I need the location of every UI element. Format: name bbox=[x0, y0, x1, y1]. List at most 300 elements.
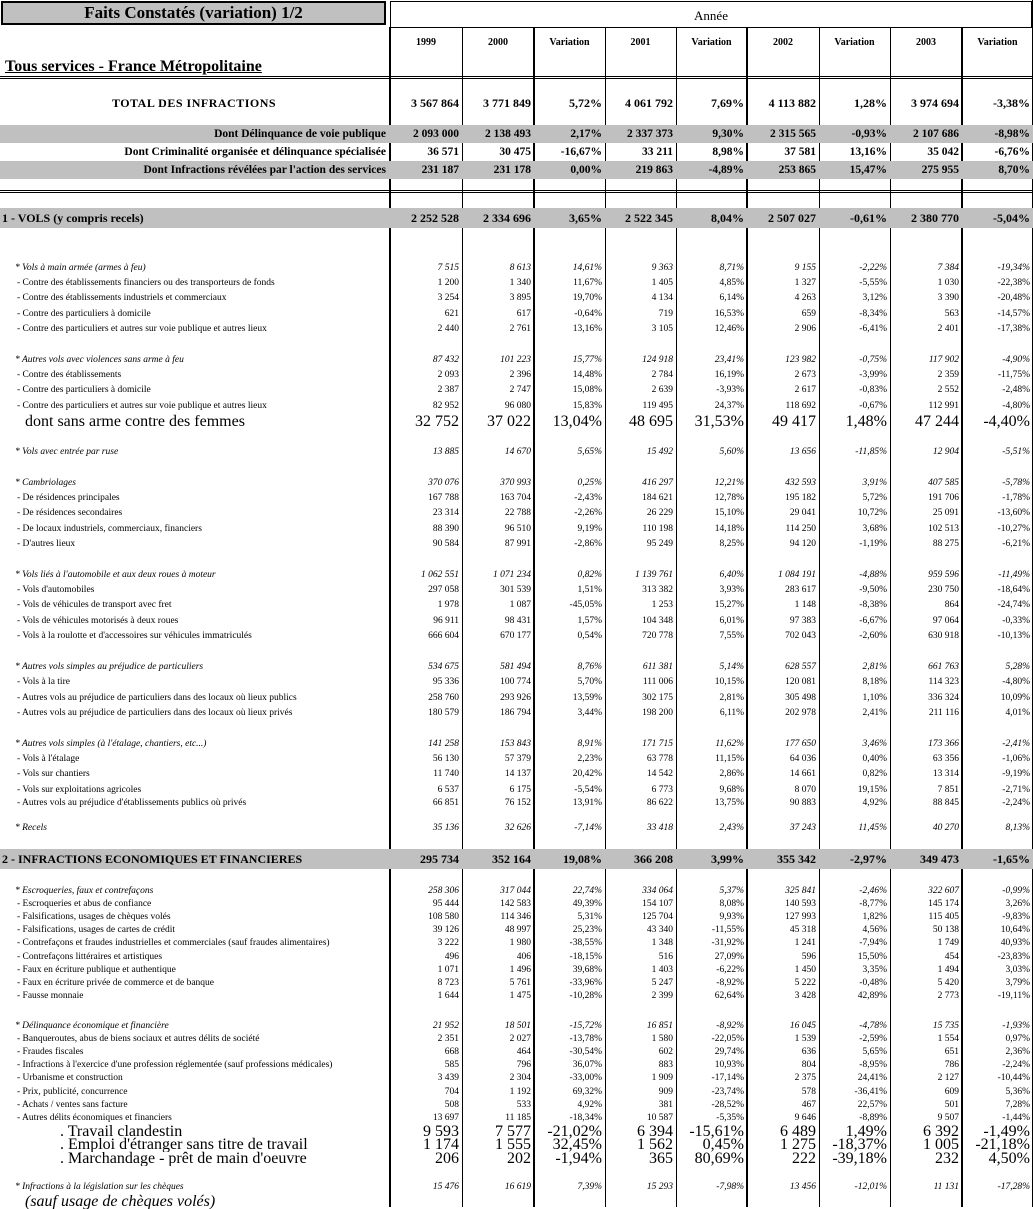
cell-1999: 13 697 bbox=[432, 1113, 459, 1123]
cell-variation: 15,50% bbox=[857, 952, 887, 962]
cell-2003: 349 473 bbox=[920, 852, 959, 866]
cell-variation: 1,28% bbox=[854, 96, 887, 110]
cell-variation: -10,28% bbox=[569, 991, 602, 1001]
cell-variation: 22,74% bbox=[572, 886, 602, 896]
cell-1999: 141 258 bbox=[428, 739, 459, 749]
cell-1999: 66 851 bbox=[432, 798, 459, 808]
cell-variation: 15,10% bbox=[714, 508, 744, 518]
cell-1999: 36 571 bbox=[427, 146, 459, 158]
cell-2002: 9 155 bbox=[794, 263, 816, 273]
cell-variation: -0,64% bbox=[574, 309, 602, 319]
cell-variation: 14,61% bbox=[572, 263, 602, 273]
cell-2000: 7 577 bbox=[495, 1123, 531, 1140]
table-row bbox=[0, 276, 1033, 291]
cell-variation: -45,05% bbox=[569, 600, 602, 610]
cell-variation: 8,13% bbox=[1005, 823, 1030, 833]
cell-variation: -33,96% bbox=[569, 978, 602, 988]
table-row bbox=[0, 307, 1033, 322]
cell-1999: 231 187 bbox=[421, 164, 459, 176]
cell-2003: 63 356 bbox=[932, 754, 959, 764]
cell-variation: -21,18% bbox=[975, 1136, 1030, 1153]
cell-1999: 585 bbox=[444, 1060, 459, 1070]
cell-variation: -11,75% bbox=[997, 370, 1030, 380]
cell-2003: 6 392 bbox=[923, 1123, 959, 1140]
cell-2001: 2 337 373 bbox=[627, 128, 673, 140]
cell-variation: -16,67% bbox=[560, 146, 602, 158]
cell-variation: -14,57% bbox=[997, 309, 1030, 319]
cell-variation: -0,67% bbox=[859, 401, 887, 411]
cell-variation: -8,89% bbox=[859, 1113, 887, 1123]
cell-variation: -1,19% bbox=[859, 539, 887, 549]
cell-variation: -17,38% bbox=[997, 324, 1030, 334]
cell-variation: -18,37% bbox=[832, 1136, 887, 1153]
cell-variation: -0,83% bbox=[859, 385, 887, 395]
cell-2001: 110 198 bbox=[642, 524, 673, 534]
cell-variation: -19,11% bbox=[997, 991, 1030, 1001]
cell-2003: 47 244 bbox=[915, 413, 959, 430]
cell-variation: 4,01% bbox=[1005, 708, 1030, 718]
cell-variation: -2,48% bbox=[1002, 385, 1030, 395]
row-label: * Vols liés à l'automobile et aux deux roues à moteur bbox=[15, 570, 216, 580]
row-divider bbox=[0, 190, 1033, 191]
cell-2001: 1 405 bbox=[651, 278, 673, 288]
row-label: * Vols à main armée (armes à feu) bbox=[15, 263, 146, 273]
cell-2002: 253 865 bbox=[778, 164, 816, 176]
cell-1999: 2 252 528 bbox=[411, 211, 459, 225]
cell-variation: -3,99% bbox=[859, 370, 887, 380]
cell-2002: 97 383 bbox=[789, 616, 816, 626]
cell-2002: 1 275 bbox=[780, 1136, 816, 1153]
cell-variation: 5,28% bbox=[1005, 662, 1030, 672]
cell-variation: 3,12% bbox=[862, 293, 887, 303]
cell-2000: 352 164 bbox=[492, 852, 531, 866]
cell-2002: 2 673 bbox=[794, 370, 816, 380]
cell-variation: -18,34% bbox=[569, 1113, 602, 1123]
table-row bbox=[0, 322, 1033, 337]
cell-2001: 219 863 bbox=[635, 164, 673, 176]
cell-variation: 6,01% bbox=[719, 616, 744, 626]
cell-variation: -23,74% bbox=[711, 1087, 744, 1097]
cell-variation: 1,10% bbox=[862, 693, 887, 703]
cell-variation: -0,61% bbox=[850, 211, 887, 225]
cell-2001: 3 105 bbox=[651, 324, 673, 334]
cell-2001: 43 340 bbox=[646, 925, 673, 935]
table-row bbox=[0, 537, 1033, 552]
cell-variation: 12,21% bbox=[714, 478, 744, 488]
cell-2001: 9 363 bbox=[651, 263, 673, 273]
cell-variation: -8,98% bbox=[994, 128, 1030, 140]
cell-2003: 5 420 bbox=[937, 978, 959, 988]
cell-2000: 796 bbox=[516, 1060, 531, 1070]
cell-variation: 19,70% bbox=[572, 293, 602, 303]
cell-2002: 659 bbox=[801, 309, 816, 319]
cell-2003: 97 064 bbox=[932, 616, 959, 626]
cell-2002: 2 617 bbox=[794, 385, 816, 395]
cell-1999: 258 760 bbox=[428, 693, 459, 703]
cell-2002: 64 036 bbox=[789, 754, 816, 764]
cell-2000: 2 396 bbox=[509, 370, 531, 380]
row-label: dont sans arme contre des femmes bbox=[25, 414, 245, 429]
cell-variation: 1,51% bbox=[577, 585, 602, 595]
cell-2000: 1 496 bbox=[509, 965, 531, 975]
cell-variation: 15,83% bbox=[572, 401, 602, 411]
cell-variation: 5,65% bbox=[862, 1047, 887, 1057]
column-header: Variation bbox=[549, 37, 590, 48]
cell-2001: 2 639 bbox=[651, 385, 673, 395]
cell-1999: 1 978 bbox=[437, 600, 459, 610]
cell-2002: 325 841 bbox=[785, 886, 816, 896]
row-divider bbox=[0, 192, 1033, 193]
row-label: - Vols à la roulotte et d'accessoires sur véhicules immatriculés bbox=[17, 631, 252, 641]
cell-1999: 3 254 bbox=[437, 293, 459, 303]
cell-2003: 232 bbox=[935, 1150, 959, 1167]
cell-2003: 2 380 770 bbox=[911, 211, 959, 225]
cell-variation: 4,85% bbox=[719, 278, 744, 288]
cell-variation: 14,18% bbox=[714, 524, 744, 534]
cell-variation: -8,34% bbox=[859, 309, 887, 319]
cell-variation: 80,69% bbox=[694, 1150, 744, 1167]
cell-2001: 198 200 bbox=[642, 708, 673, 718]
cell-variation: 2,81% bbox=[862, 662, 887, 672]
cell-2002: 4 263 bbox=[794, 293, 816, 303]
cell-2003: 322 607 bbox=[928, 886, 959, 896]
table-row bbox=[0, 476, 1033, 491]
cell-variation: -2,97% bbox=[850, 852, 887, 866]
cell-2000: 2 761 bbox=[509, 324, 531, 334]
table-row bbox=[0, 767, 1033, 782]
cell-2003: 7 384 bbox=[937, 263, 959, 273]
cell-2003: 13 314 bbox=[932, 769, 959, 779]
cell-2003: 12 904 bbox=[932, 447, 959, 457]
cell-1999: 534 675 bbox=[428, 662, 459, 672]
cell-1999: 3 222 bbox=[437, 938, 459, 948]
cell-2003: 88 275 bbox=[932, 539, 959, 549]
cell-2002: 1 450 bbox=[794, 965, 816, 975]
cell-variation: 13,16% bbox=[849, 146, 887, 158]
cell-variation: 19,15% bbox=[857, 785, 887, 795]
cell-2001: 1 580 bbox=[651, 1034, 673, 1044]
cell-1999: 13 885 bbox=[432, 447, 459, 457]
cell-variation: 3,99% bbox=[711, 852, 744, 866]
cell-2003: 2 552 bbox=[937, 385, 959, 395]
cell-2002: 2 315 565 bbox=[770, 128, 816, 140]
cell-2002: 305 498 bbox=[785, 693, 816, 703]
cell-variation: -0,33% bbox=[1002, 616, 1030, 626]
cell-2002: 90 883 bbox=[789, 798, 816, 808]
cell-2003: 563 bbox=[944, 309, 959, 319]
row-label: - Falsifications, usages de cartes de crédit bbox=[17, 925, 176, 935]
cell-variation: -30,54% bbox=[569, 1047, 602, 1057]
cell-2002: 628 557 bbox=[785, 662, 816, 672]
cell-2002: 118 692 bbox=[785, 401, 816, 411]
cell-2002: 1 241 bbox=[794, 938, 816, 948]
table-row bbox=[0, 1071, 1033, 1086]
cell-2003: 2 107 686 bbox=[913, 128, 959, 140]
cell-2000: 1 555 bbox=[495, 1136, 531, 1153]
cell-variation: -38,55% bbox=[569, 938, 602, 948]
cell-2001: 334 064 bbox=[642, 886, 673, 896]
cell-variation: -11,49% bbox=[998, 570, 1030, 580]
cell-2002: 355 342 bbox=[777, 852, 816, 866]
row-label: - Fraudes fiscales bbox=[17, 1047, 84, 1057]
cell-variation: -9,50% bbox=[859, 585, 887, 595]
table-row bbox=[0, 399, 1033, 414]
cell-variation: 15,27% bbox=[714, 600, 744, 610]
cell-2001: 63 778 bbox=[646, 754, 673, 764]
row-label: - Contrefaçons littéraires et artistiques bbox=[17, 952, 163, 962]
cell-2003: 1 030 bbox=[937, 278, 959, 288]
cell-1999: 1 200 bbox=[437, 278, 459, 288]
row-label: - Autres délits économiques et financiers bbox=[17, 1113, 172, 1123]
cell-variation: 32,45% bbox=[552, 1136, 602, 1153]
cell-variation: -6,22% bbox=[716, 965, 744, 975]
cell-2003: 25 091 bbox=[932, 508, 959, 518]
cell-variation: -4,89% bbox=[708, 164, 744, 176]
cell-variation: -31,92% bbox=[711, 938, 744, 948]
cell-2000: 670 177 bbox=[500, 631, 531, 641]
cell-2000: 153 843 bbox=[500, 739, 531, 749]
cell-2002: 4 113 882 bbox=[768, 96, 816, 110]
cell-variation: -12,01% bbox=[854, 1182, 887, 1192]
table-row bbox=[0, 675, 1033, 690]
row-label: - Vols de véhicules motorisés à deux roues bbox=[17, 616, 179, 626]
cell-variation: 11,15% bbox=[715, 754, 744, 764]
row-label: - Falsifications, usages de chèques volés bbox=[17, 912, 171, 922]
year-group-header: Année bbox=[390, 1, 1032, 27]
cell-1999: 2 387 bbox=[437, 385, 459, 395]
cell-variation: -18,64% bbox=[997, 585, 1030, 595]
cell-2002: 140 593 bbox=[785, 899, 816, 909]
cell-2000: 370 993 bbox=[500, 478, 531, 488]
cell-variation: 24,37% bbox=[714, 401, 744, 411]
cell-1999: 6 537 bbox=[437, 785, 459, 795]
cell-2000: 14 137 bbox=[504, 769, 531, 779]
cell-1999: 206 bbox=[435, 1150, 459, 1167]
cell-variation: 8,25% bbox=[719, 539, 744, 549]
cell-2001: 1 909 bbox=[651, 1073, 673, 1083]
cell-2001: 33 418 bbox=[646, 823, 673, 833]
table-row bbox=[0, 161, 1033, 179]
cell-variation: 12,78% bbox=[714, 493, 744, 503]
cell-variation: 3,79% bbox=[1005, 978, 1030, 988]
cell-1999: 297 058 bbox=[428, 585, 459, 595]
cell-2000: 581 494 bbox=[500, 662, 531, 672]
cell-2003: 145 174 bbox=[928, 899, 959, 909]
cell-2001: 516 bbox=[658, 952, 673, 962]
row-divider bbox=[390, 27, 1033, 28]
cell-2002: 2 375 bbox=[794, 1073, 816, 1083]
cell-variation: 7,39% bbox=[577, 1182, 602, 1192]
cell-variation: -8,77% bbox=[859, 899, 887, 909]
cell-variation: 8,71% bbox=[719, 263, 744, 273]
table-row bbox=[0, 796, 1033, 811]
cell-2003: 15 735 bbox=[932, 1021, 959, 1031]
cell-variation: -22,38% bbox=[997, 278, 1030, 288]
table-row bbox=[0, 414, 1033, 429]
cell-variation: 36,07% bbox=[572, 1060, 602, 1070]
cell-variation: 10,15% bbox=[714, 677, 744, 687]
cell-2001: 124 918 bbox=[642, 355, 673, 365]
cell-2003: 630 918 bbox=[928, 631, 959, 641]
cell-variation: -2,26% bbox=[574, 508, 602, 518]
cell-2003: 173 366 bbox=[928, 739, 959, 749]
cell-1999: 668 bbox=[444, 1047, 459, 1057]
table-row bbox=[0, 383, 1033, 398]
cell-2003: 7 851 bbox=[937, 785, 959, 795]
cell-2002: 1 539 bbox=[794, 1034, 816, 1044]
cell-variation: -1,93% bbox=[1002, 1021, 1030, 1031]
cell-2000: 11 185 bbox=[505, 1113, 531, 1123]
row-label: - Autres vols au préjudice de particuliers dans des locaux où lieux publics bbox=[17, 693, 297, 703]
cell-variation: 16,53% bbox=[714, 309, 744, 319]
cell-2003: 336 324 bbox=[928, 693, 959, 703]
cell-2000: 76 152 bbox=[504, 798, 531, 808]
column-header: Variation bbox=[977, 37, 1018, 48]
cell-variation: -21,02% bbox=[547, 1123, 602, 1140]
cell-variation: -24,74% bbox=[997, 600, 1030, 610]
cell-variation: 14,48% bbox=[572, 370, 602, 380]
cell-2000: 1 071 234 bbox=[493, 570, 531, 580]
cell-variation: 22,57% bbox=[857, 1100, 887, 1110]
row-label: - Autres vols au préjudice de particuliers dans des locaux où lieux privés bbox=[17, 708, 293, 718]
column-header: 2000 bbox=[488, 37, 508, 48]
cell-variation: 0,82% bbox=[577, 570, 602, 580]
cell-2003: 661 763 bbox=[928, 662, 959, 672]
cell-variation: 8,04% bbox=[711, 211, 744, 225]
cell-1999: 95 444 bbox=[432, 899, 459, 909]
cell-variation: 7,28% bbox=[1005, 1100, 1030, 1110]
cell-2000: 3 895 bbox=[509, 293, 531, 303]
cell-1999: 704 bbox=[444, 1087, 459, 1097]
page-title: Faits Constatés (variation) 1/2 bbox=[1, 1, 386, 25]
cell-2001: 15 293 bbox=[646, 1182, 673, 1192]
cell-2000: 142 583 bbox=[500, 899, 531, 909]
cell-1999: 1 644 bbox=[437, 991, 459, 1001]
cell-2000: 100 774 bbox=[500, 677, 531, 687]
cell-2001: 86 622 bbox=[646, 798, 673, 808]
cell-2000: 98 431 bbox=[504, 616, 531, 626]
table-row bbox=[0, 598, 1033, 613]
cell-variation: -2,86% bbox=[574, 539, 602, 549]
cell-variation: 12,46% bbox=[714, 324, 744, 334]
cell-variation: -2,60% bbox=[859, 631, 887, 641]
cell-2000: 5 761 bbox=[509, 978, 531, 988]
cell-2003: 2 773 bbox=[937, 991, 959, 1001]
cell-2003: 3 390 bbox=[937, 293, 959, 303]
row-label: Dont Infractions révélées par l'action des services bbox=[143, 164, 386, 176]
table-row bbox=[0, 660, 1033, 675]
cell-2000: 1 475 bbox=[509, 991, 531, 1001]
cell-2000: 6 175 bbox=[509, 785, 531, 795]
cell-variation: 19,08% bbox=[563, 852, 602, 866]
cell-2002: 94 120 bbox=[789, 539, 816, 549]
cell-variation: -0,48% bbox=[859, 978, 887, 988]
cell-variation: 5,72% bbox=[569, 96, 602, 110]
cell-2000: 231 178 bbox=[493, 164, 531, 176]
cell-variation: -7,14% bbox=[574, 823, 602, 833]
cell-variation: 11,45% bbox=[858, 823, 887, 833]
cell-variation: 8,91% bbox=[577, 739, 602, 749]
cell-2000: 1 340 bbox=[509, 278, 531, 288]
cell-variation: 11,62% bbox=[715, 739, 744, 749]
cell-1999: 3 567 864 bbox=[411, 96, 459, 110]
cell-variation: 1,57% bbox=[577, 616, 602, 626]
row-label: 2 - INFRACTIONS ECONOMIQUES ET FINANCIERES bbox=[2, 852, 303, 866]
row-label: - Vols à l'étalage bbox=[17, 754, 80, 764]
cell-variation: -7,94% bbox=[859, 938, 887, 948]
cell-2001: 302 175 bbox=[642, 693, 673, 703]
cell-variation: 42,89% bbox=[857, 991, 887, 1001]
cell-variation: -6,76% bbox=[994, 146, 1030, 158]
cell-2003: 454 bbox=[944, 952, 959, 962]
cell-2001: 611 381 bbox=[642, 662, 673, 672]
cell-2003: 786 bbox=[944, 1060, 959, 1070]
cell-2002: 702 043 bbox=[785, 631, 816, 641]
cell-variation: 5,60% bbox=[719, 447, 744, 457]
cell-1999: 2 351 bbox=[437, 1034, 459, 1044]
row-label: * Autres vols avec violences sans arme à feu bbox=[15, 355, 184, 365]
cell-variation: 20,42% bbox=[572, 769, 602, 779]
cell-2000: 101 223 bbox=[500, 355, 531, 365]
cell-2002: 49 417 bbox=[772, 413, 816, 430]
cell-variation: 10,64% bbox=[1000, 925, 1030, 935]
cell-variation: -2,59% bbox=[859, 1034, 887, 1044]
cell-variation: -2,24% bbox=[1002, 1060, 1030, 1070]
cell-2001: 365 bbox=[649, 1150, 673, 1167]
cell-2002: 13 456 bbox=[789, 1182, 816, 1192]
cell-variation: 16,19% bbox=[714, 370, 744, 380]
cell-2001: 1 253 bbox=[651, 600, 673, 610]
cell-1999: 1 174 bbox=[423, 1136, 459, 1153]
cell-1999: 3 439 bbox=[437, 1073, 459, 1083]
row-label: * Autres vols simples au préjudice de particuliers bbox=[15, 662, 204, 672]
row-label: - De locaux industriels, commerciaux, financiers bbox=[17, 524, 202, 534]
cell-variation: -17,14% bbox=[711, 1073, 744, 1083]
cell-2002: 2 507 027 bbox=[768, 211, 816, 225]
cell-variation: 10,72% bbox=[857, 508, 887, 518]
row-label: 1 - VOLS (y compris recels) bbox=[2, 211, 144, 225]
cell-2001: 1 562 bbox=[637, 1136, 673, 1153]
cell-variation: -2,24% bbox=[1002, 798, 1030, 808]
row-label: * Vols avec entrée par ruse bbox=[15, 447, 119, 457]
cell-variation: 2,81% bbox=[719, 693, 744, 703]
cell-variation: -3,93% bbox=[716, 385, 744, 395]
cell-2002: 114 250 bbox=[785, 524, 816, 534]
cell-1999: 56 130 bbox=[432, 754, 459, 764]
row-label: - Infractions à l'exercice d'une profession réglementée (sauf professions médicales) bbox=[17, 1060, 333, 1070]
cell-variation: -23,83% bbox=[997, 952, 1030, 962]
cell-1999: 96 911 bbox=[433, 616, 459, 626]
cell-2002: 195 182 bbox=[785, 493, 816, 503]
cell-1999: 87 432 bbox=[432, 355, 459, 365]
cell-variation: -5,54% bbox=[574, 785, 602, 795]
table-row bbox=[0, 629, 1033, 644]
cell-2001: 720 778 bbox=[642, 631, 673, 641]
table-row bbox=[0, 125, 1033, 143]
cell-2002: 1 148 bbox=[794, 600, 816, 610]
cell-variation: 10,93% bbox=[714, 1060, 744, 1070]
cell-2000: 96 080 bbox=[504, 401, 531, 411]
cell-variation: -2,22% bbox=[859, 263, 887, 273]
cell-1999: 370 076 bbox=[428, 478, 459, 488]
table-row bbox=[0, 353, 1033, 368]
cell-2002: 2 906 bbox=[794, 324, 816, 334]
cell-2001: 95 249 bbox=[646, 539, 673, 549]
cell-variation: -4,90% bbox=[1002, 355, 1030, 365]
cell-variation: -9,83% bbox=[1002, 912, 1030, 922]
cell-2003: 191 706 bbox=[928, 493, 959, 503]
cell-1999: 2 440 bbox=[437, 324, 459, 334]
